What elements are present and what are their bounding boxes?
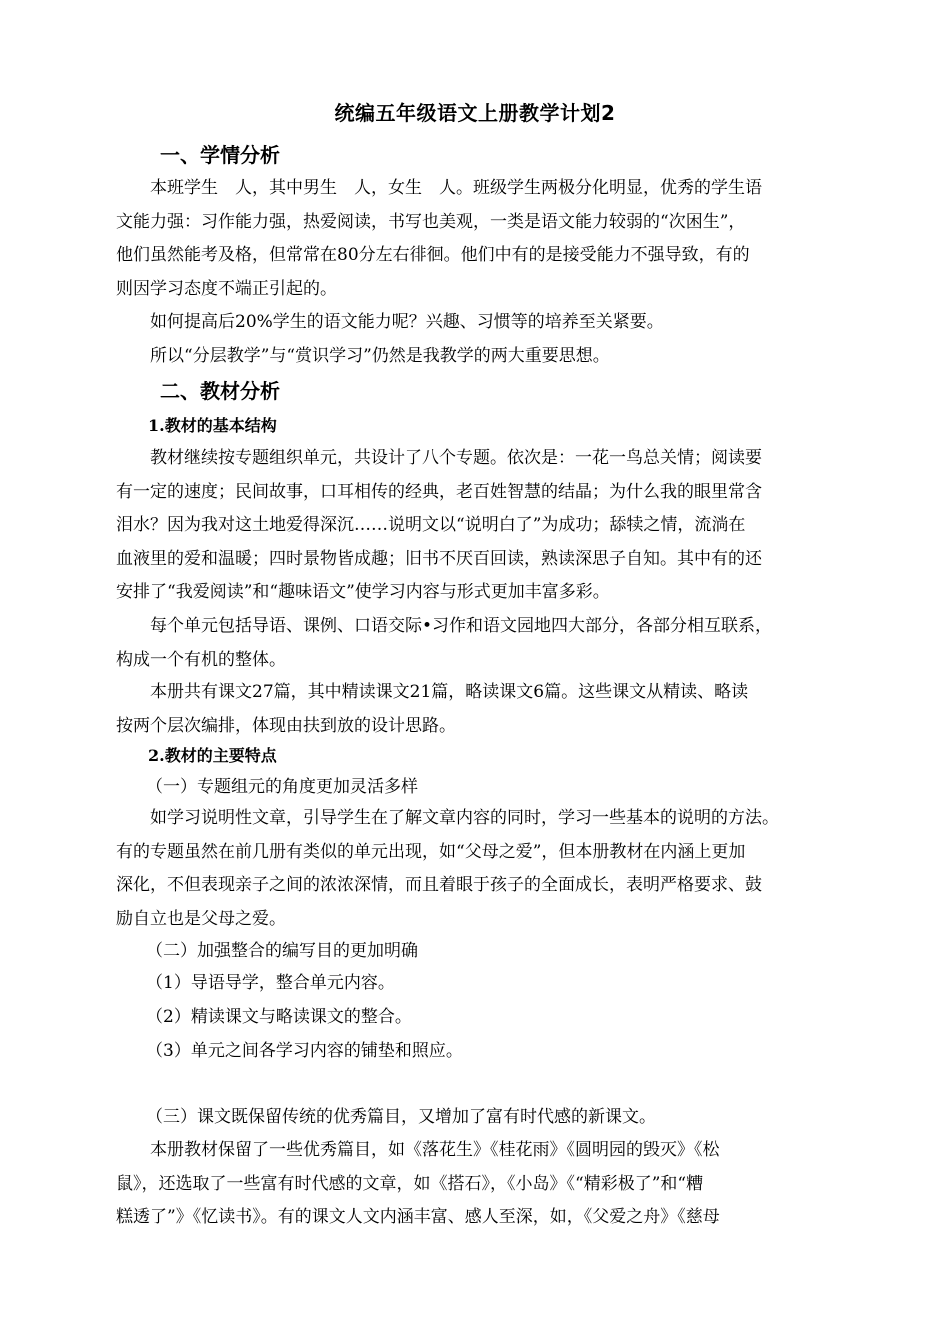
document-title: 统编五年级语文上册教学计划2 — [334, 101, 616, 125]
text-line: 血液里的爱和温暖；四时景物皆成趣；旧书不厌百回读，熟读深思子自知。其中有的还 — [116, 548, 762, 569]
text-line: 文能力强：习作能力强，热爱阅读，书写也美观，一类是语文能力较弱的“次困生”， — [116, 211, 746, 232]
text-line: 安排了“我爱阅读”和“趣味语文”使学习内容与形式更加丰富多彩。 — [116, 582, 610, 602]
text-line: 深化，不但表现亲子之间的浓浓深情，而且着眼于孩子的全面成长，表明严格要求、鼓 — [116, 875, 762, 895]
text-line: 构成一个有机的整体。 — [116, 649, 286, 670]
text-line: 按两个层次编排，体现由扶到放的设计思路。 — [116, 715, 456, 736]
text-line: 如学习说明性文章，引导学生在了解文章内容的同时，学习一些基本的说明的方法。 — [150, 808, 779, 828]
text-line: 本册教材保留了一些优秀篇目，如《落花生》《桂花雨》《圆明园的毁灭》《松 — [150, 1140, 720, 1160]
paragraph-expository-texts — [116, 802, 846, 936]
paragraph-lesson-count — [116, 676, 846, 743]
text-line: 有一定的速度；民间故事，口耳相传的经典，老百姓智慧的结晶；为什么我的眼里常含 — [116, 481, 762, 502]
text-line: 教材继续按专题组织单元，共设计了八个专题。依次是：一花一鸟总关情；阅读要 — [150, 448, 762, 468]
feature-item-3: （3）单元之间各学习内容的铺垫和照应。 — [146, 1041, 463, 1061]
section-heading-textbook-analysis: 二、教材分析 — [160, 379, 280, 403]
text-line: 泪水？因为我对这土地爱得深沉……说明文以“说明白了”为成功；舔犊之情，流淌在 — [116, 515, 746, 535]
section-heading-student-analysis: 一、学情分析 — [160, 143, 280, 167]
text-line: 有的专题虽然在前几册有类似的单元出现，如“父母之爱”，但本册教材在内涵上更加 — [116, 841, 746, 862]
paragraph-teaching-ideas — [116, 340, 846, 374]
paragraph-student-situation — [116, 172, 846, 306]
text-line: 他们虽然能考及格，但常常在80分左右徘徊。他们中有的是接受能力不强导致，有的 — [116, 245, 750, 265]
paragraph-unit-parts — [116, 610, 846, 677]
text-line: 如何提高后20%学生的语文能力呢？兴趣、习惯等的培养至关紧要。 — [150, 312, 664, 332]
feature-heading-1: （一）专题组元的角度更加灵活多样 — [146, 777, 418, 797]
text-line: 糕透了”》《忆读书》。有的课文人文内涵丰富、感人至深，如，《父爱之舟》《慈母 — [116, 1207, 720, 1227]
paragraph-unit-topics — [116, 442, 846, 610]
paragraph-improve-ability — [116, 306, 846, 340]
paragraph-selected-texts — [116, 1134, 846, 1235]
subheading-basic-structure: 1.教材的基本结构 — [148, 416, 277, 435]
feature-heading-2: （二）加强整合的编写目的更加明确 — [146, 941, 418, 961]
text-line: 鼠》，还选取了一些富有时代感的文章，如《搭石》，《小岛》《“精彩极了”和“糟 — [116, 1173, 704, 1194]
text-line: 则因学习态度不端正引起的。 — [116, 278, 337, 299]
text-line: 本册共有课文27篇，其中精读课文21篇，略读课文6篇。这些课文从精读、略读 — [150, 682, 749, 702]
text-line: 励自立也是父母之爱。 — [116, 908, 286, 929]
feature-item-2: （2）精读课文与略读课文的整合。 — [146, 1007, 412, 1027]
text-line: 所以“分层教学”与“赏识学习”仍然是我教学的两大重要思想。 — [150, 346, 610, 366]
feature-item-1: （1）导语导学，整合单元内容。 — [146, 973, 395, 993]
subheading-main-features: 2.教材的主要特点 — [148, 746, 277, 765]
text-line: 本班学生 人，其中男生 人，女生 人。班级学生两极分化明显，优秀的学生语 — [150, 178, 762, 198]
feature-heading-3: （三）课文既保留传统的优秀篇目，又增加了富有时代感的新课文。 — [146, 1107, 656, 1127]
text-line: 每个单元包括导语、课例、口语交际•习作和语文园地四大部分，各部分相互联系， — [150, 616, 773, 636]
